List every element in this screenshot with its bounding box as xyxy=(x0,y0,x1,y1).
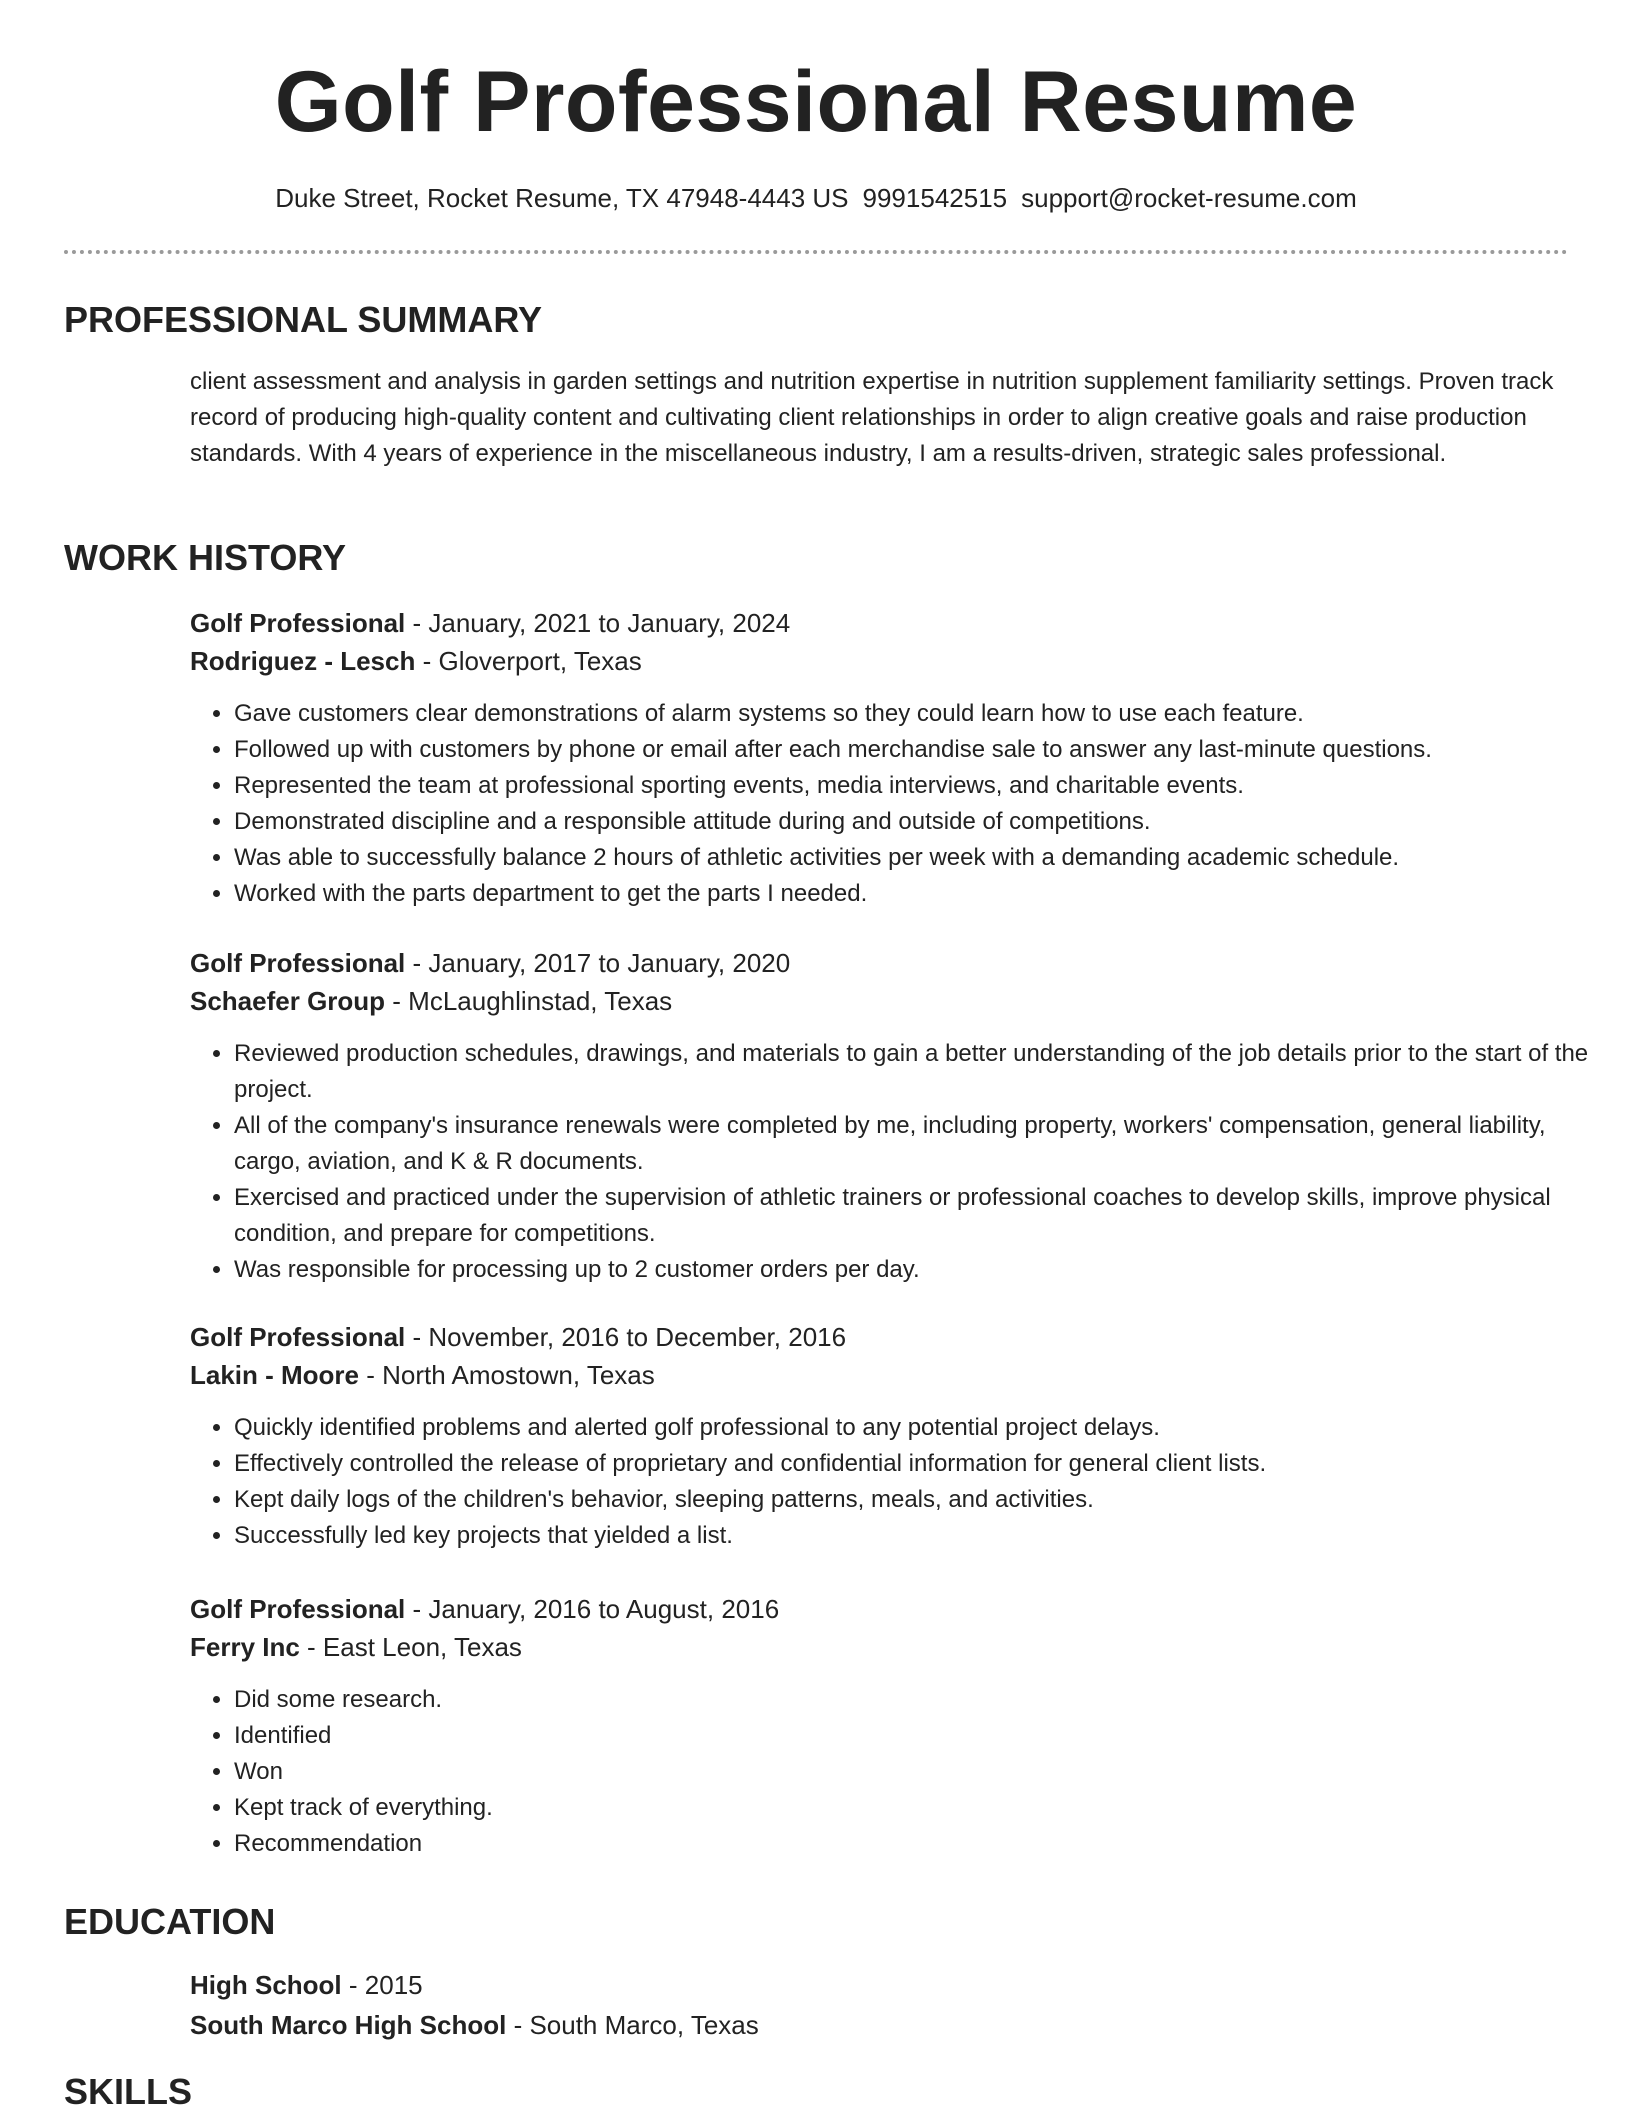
list-item: • Reviewed production schedules, drawings, and materials to gain a better understanding of the job details prior to the start of the project. xyxy=(234,1036,1614,1108)
resume-title: Golf Professional Resume xyxy=(274,54,1358,150)
education-location: - South Marco, Texas xyxy=(506,2010,759,2040)
list-item: • All of the company's insurance renewals were completed by me, including property, workers' compensation, general liability, cargo, aviation, and K & R documents. xyxy=(234,1108,1614,1180)
job-location: - East Leon, Texas xyxy=(299,1632,522,1662)
job-company: Lakin - Moore xyxy=(190,1360,360,1390)
job-bullets xyxy=(190,696,1614,912)
list-item: • Was responsible for processing up to 2 customer orders per day. xyxy=(234,1252,1614,1288)
list-item: • Represented the team at professional sporting events, media interviews, and charitable events. xyxy=(234,768,1614,804)
list-item: • Worked with the parts department to get the parts I needed. xyxy=(234,876,1614,912)
list-item: • Was able to successfully balance 2 hours of athletic activities per week with a demanding academic schedule. xyxy=(234,840,1614,876)
job-title: Golf Professional xyxy=(190,1322,406,1352)
job-title: Golf Professional xyxy=(190,948,406,978)
section-heading-work-history: WORK HISTORY xyxy=(64,537,347,578)
job-title-line xyxy=(190,1590,779,1628)
section-heading-skills: SKILLS xyxy=(64,2071,193,2112)
job-dates: - January, 2017 to January, 2020 xyxy=(405,948,791,978)
job-company-line xyxy=(190,982,672,1020)
job-company: Ferry Inc xyxy=(190,1632,300,1662)
education-year: - 2015 xyxy=(341,1970,423,2000)
education-school: South Marco High School xyxy=(190,2010,507,2040)
list-item: • Recommendation xyxy=(234,1826,1614,1862)
job-company: Schaefer Group xyxy=(190,986,386,1016)
job-title-line xyxy=(190,944,790,982)
education-school-line xyxy=(190,2006,759,2044)
list-item: • Exercised and practiced under the supervision of athletic trainers or professional coaches to develop skills, improve physical condition, and prepare for competitions. xyxy=(234,1180,1614,1252)
job-dates: - January, 2016 to August, 2016 xyxy=(405,1594,780,1624)
job-title: Golf Professional xyxy=(190,1594,406,1624)
job-title-line xyxy=(190,604,790,642)
job-bullets xyxy=(190,1410,1614,1554)
list-item: • Identified xyxy=(234,1718,1614,1754)
job-title-line xyxy=(190,1318,846,1356)
list-item: • Kept track of everything. xyxy=(234,1790,1614,1826)
header-divider xyxy=(64,250,1568,254)
summary-text: client assessment and analysis in garden settings and nutrition expertise in nutrition supplement familiarity settings. Proven track record of producing high-quality content and cultivating client relationships in order to align creative goals and raise production standards. With 4 years of experience in the miscellaneous industry, I am a results-driven, strategic sales professional. xyxy=(190,368,1554,467)
list-item: • Followed up with customers by phone or email after each merchandise sale to answer any last-minute questions. xyxy=(234,732,1614,768)
list-item: • Successfully led key projects that yielded a list. xyxy=(234,1518,1614,1554)
job-company: Rodriguez - Lesch xyxy=(190,646,416,676)
list-item: • Gave customers clear demonstrations of alarm systems so they could learn how to use each feature. xyxy=(234,696,1614,732)
section-heading-education: EDUCATION xyxy=(64,1901,276,1942)
job-company-line xyxy=(190,642,642,680)
contact-line xyxy=(0,180,1632,216)
contact-email: support@rocket-resume.com xyxy=(1021,183,1357,213)
education-degree: High School xyxy=(190,1970,342,2000)
list-item: • Won xyxy=(234,1754,1614,1790)
job-company-line xyxy=(190,1356,655,1394)
job-location: - McLaughlinstad, Texas xyxy=(385,986,673,1016)
job-bullets xyxy=(190,1036,1614,1288)
job-dates: - November, 2016 to December, 2016 xyxy=(405,1322,847,1352)
list-item: • Effectively controlled the release of proprietary and confidential information for general client lists. xyxy=(234,1446,1614,1482)
section-heading-summary: PROFESSIONAL SUMMARY xyxy=(64,299,543,340)
job-location: - North Amostown, Texas xyxy=(359,1360,655,1390)
job-dates: - January, 2021 to January, 2024 xyxy=(405,608,791,638)
job-location: - Gloverport, Texas xyxy=(415,646,642,676)
job-title: Golf Professional xyxy=(190,608,406,638)
list-item: • Did some research. xyxy=(234,1682,1614,1718)
job-company-line xyxy=(190,1628,522,1666)
contact-address: Duke Street, Rocket Resume, TX 47948-4443 US xyxy=(275,183,849,213)
list-item: • Demonstrated discipline and a responsible attitude during and outside of competitions. xyxy=(234,804,1614,840)
contact-phone: 9991542515 xyxy=(862,183,1008,213)
list-item: • Quickly identified problems and alerted golf professional to any potential project delays. xyxy=(234,1410,1614,1446)
education-degree-line xyxy=(190,1966,423,2004)
job-bullets xyxy=(190,1682,1614,1862)
list-item: • Kept daily logs of the children's behavior, sleeping patterns, meals, and activities. xyxy=(234,1482,1614,1518)
